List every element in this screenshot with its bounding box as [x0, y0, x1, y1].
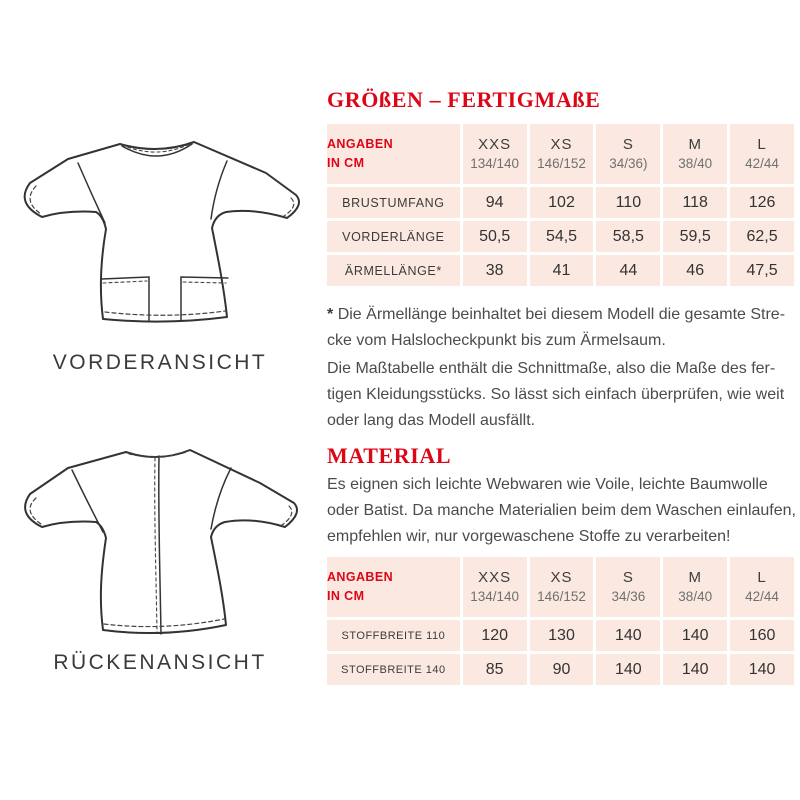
material-line: empfehlen wir, nur vorgewaschene Stoffe zu verarbeiten! [327, 528, 731, 545]
front-view-illustration [8, 113, 308, 348]
row-label: BRUSTUMFANG [327, 187, 460, 218]
cell-value: 44 [596, 255, 660, 286]
footnote-line: cke vom Halslocheckpunkt bis zum Ärmelsaum. [327, 332, 666, 349]
column-header-s: S 34/36 [596, 557, 660, 617]
column-header-xxs: XXS 134/140 [463, 557, 527, 617]
size-table-header-row [327, 124, 794, 184]
column-header-xxs: XXS 134/140 [463, 124, 527, 184]
cell-value: 126 [730, 187, 794, 218]
cell-value: 46 [663, 255, 727, 286]
table-row-aermellaenge [327, 255, 794, 286]
column-header-l: L 42/44 [730, 557, 794, 617]
cell-value: 47,5 [730, 255, 794, 286]
row-label: VORDERLÄNGE [327, 221, 460, 252]
cell-value: 140 [730, 654, 794, 685]
column-header-m: M 38/40 [663, 557, 727, 617]
back-view-illustration [8, 437, 308, 652]
column-header-xs: XS 146/152 [530, 124, 594, 184]
material-line: oder Batist. Da manche Materialien beim dem Waschen einlaufen, [327, 502, 796, 519]
column-header-xs: XS 146/152 [530, 557, 594, 617]
back-view-label: RÜCKENANSICHT [53, 651, 267, 674]
table-row-vorderlaenge [327, 221, 794, 252]
table-row-stoffbreite-140 [327, 654, 794, 685]
column-header-l: L 42/44 [730, 124, 794, 184]
sizes-title: GRÖßEN – FERTIGMAßE [327, 87, 601, 112]
row-label: ÄRMELLÄNGE* [327, 255, 460, 286]
size-table [324, 121, 797, 289]
front-garment-outline [25, 142, 299, 322]
material-title: MATERIAL [327, 443, 452, 468]
fabric-table-header-row [327, 557, 794, 617]
front-view-label: VORDERANSICHT [52, 351, 268, 374]
cell-value: 140 [663, 620, 727, 651]
column-header-m: M 38/40 [663, 124, 727, 184]
cell-value: 54,5 [530, 221, 594, 252]
footnote-marker: * [327, 306, 334, 323]
column-header-s: S 34/36) [596, 124, 660, 184]
cell-value: 140 [596, 654, 660, 685]
footnote-line: * Die Ärmellänge beinhaltet bei diesem Modell die gesamte Stre- [327, 306, 786, 323]
fabric-table-corner: ANGABEN IN CM [327, 557, 460, 617]
note-line: Die Maßtabelle enthält die Schnittmaße, also die Maße des fer- [327, 360, 776, 377]
cell-value: 90 [530, 654, 594, 685]
cell-value: 59,5 [663, 221, 727, 252]
cell-value: 110 [596, 187, 660, 218]
material-intro-paragraph [327, 472, 800, 550]
cell-value: 140 [663, 654, 727, 685]
cell-value: 58,5 [596, 221, 660, 252]
row-label: STOFFBREITE 140 [327, 654, 460, 685]
cell-value: 120 [463, 620, 527, 651]
cell-value: 38 [463, 255, 527, 286]
cell-value: 50,5 [463, 221, 527, 252]
note-line: tigen Kleidungsstücks. So lässt sich einfach überprüfen, wie weit [327, 386, 785, 403]
cell-value: 118 [663, 187, 727, 218]
table-row-brustumfang [327, 187, 794, 218]
note-line: oder lang das Modell ausfällt. [327, 412, 536, 429]
cell-value: 102 [530, 187, 594, 218]
cell-value: 140 [596, 620, 660, 651]
size-table-corner: ANGABEN IN CM [327, 124, 460, 184]
cell-value: 130 [530, 620, 594, 651]
cell-value: 94 [463, 187, 527, 218]
cell-value: 62,5 [730, 221, 794, 252]
material-line: Es eignen sich leichte Webwaren wie Voile, leichte Baumwolle [327, 476, 768, 493]
row-label: STOFFBREITE 110 [327, 620, 460, 651]
cell-value: 160 [730, 620, 794, 651]
fabric-width-table [324, 554, 797, 688]
table-row-stoffbreite-110 [327, 620, 794, 651]
cell-value: 41 [530, 255, 594, 286]
measurement-note-paragraph [327, 356, 800, 434]
cell-value: 85 [463, 654, 527, 685]
footnote-paragraph [327, 302, 800, 354]
